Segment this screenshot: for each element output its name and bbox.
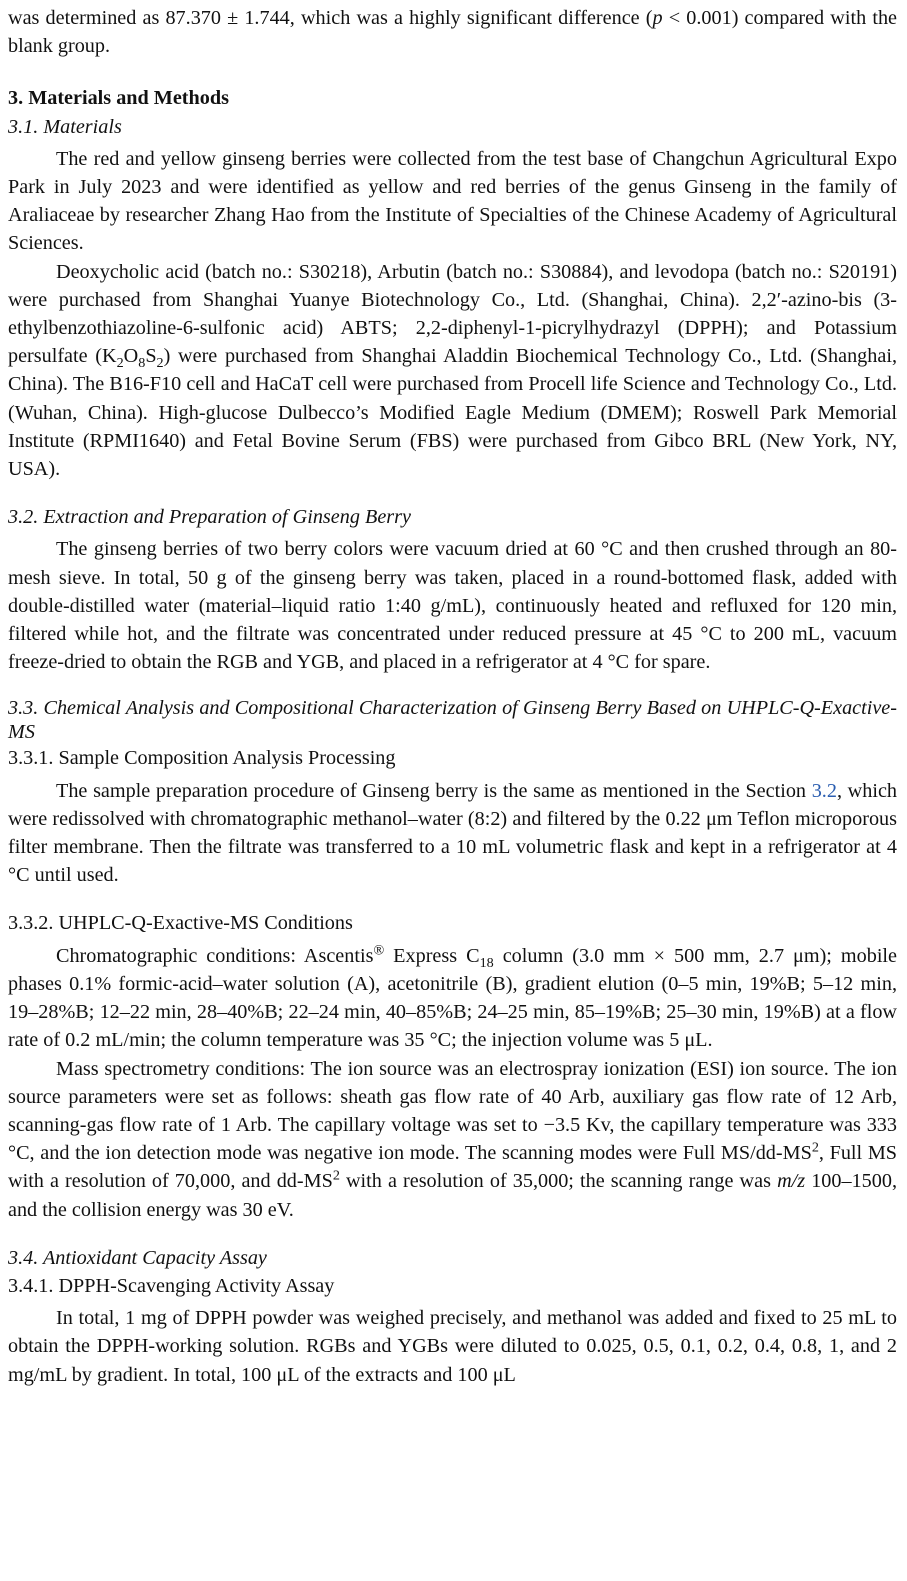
section-title-materials-methods: 3. Materials and Methods xyxy=(8,87,229,110)
subsection-title-extraction: 3.2. Extraction and Preparation of Ginseng Berry xyxy=(8,506,411,529)
subsection-title-chemical-analysis: 3.3. Chemical Analysis and Compositional Characterization of Ginseng Berry Based on UHPLC-Q-Exactive-MS xyxy=(8,697,897,744)
sample-composition-paragraph: The sample preparation procedure of Ginseng berry is the same as mentioned in the Section 3.2, which were redissolved with chromatographic methanol–water (8:2) and filtered by the 0.22 μm Teflon microporous filter membrane. Then the filtrate was transferred to a 10 mL volumetric flask and kept in a refrigerator at 4 °C until used. xyxy=(8,779,898,887)
materials-paragraph-1: The red and yellow ginseng berries were collected from the test base of Changchun Agricultural Expo Park in July 2023 and were identified as yellow and red berries of the genus Ginseng in the family of Araliaceae by researcher Zhang Hao from the Institute of Specialties of the Chinese Academy of Agricultural Sciences. xyxy=(8,147,897,255)
chromatographic-conditions-paragraph: Chromatographic conditions: Ascentis® Express $C_{18}$ column (3.0 mm × 500 mm, 2.7 μm); mobile phases 0.1% formic-acid–water solution (A), acetonitrile (B), gradient elution (0–5 min, 19%B; 5–12 min, 19–28%B; 12–22 min, 28–40%B; 22–24 min, 40–85%B; 24–25 min, 85–19%B; 25–30 min, 19%B) at a flow rate of 0.2 mL/min; the column temperature was 35 °C; the injection volume was 5 μL. xyxy=(8,941,897,1052)
subsection-title-antioxidant: 3.4. Antioxidant Capacity Assay xyxy=(8,1246,267,1269)
dpph-paragraph: In total, 1 mg of DPPH powder was weighed precisely, and methanol was added and fixed to 25 mL to obtain the DPPH-working solution. RGBs and YGBs were diluted to 0.025, 0.5, 0.1, 0.2, 0.4, 0.8, 1, and 2 mg/mL by gradient. In total, 100 μL of the extracts and 100 μL xyxy=(8,1307,897,1386)
subsection-title-materials: 3.1. Materials xyxy=(8,115,122,138)
subsubsection-title-uhplc-conditions: 3.3.2. UHPLC-Q-Exactive-MS Conditions xyxy=(8,912,353,935)
materials-paragraph-2: Deoxycholic acid (batch no.: S30218), Arbutin (batch no.: S30884), and levodopa (batch no.: S20191) were purchased from Shanghai Yuanye Biotechnology Co., Ltd. (Shanghai, China). 2,2′-azino-bis (3-ethylbenzothiazoline-6-sulfonic acid) ABTS; 2,2-diphenyl-1-picrylhydrazyl (DPPH); and Potassium persulfate $(K_2O_8S_2)$ were purchased from Shanghai Aladdin Biochemical Technology Co., Ltd. (Shanghai, China). The B16-F10 cell and HaCaT cell were purchased from Procell life Science and Technology Co., Ltd. (Wuhan, China). High-glucose Dulbecco’s Modified Eagle Medium (DMEM); Roswell Park Memorial Institute (RPMI1640) and Fetal Bovine Serum (FBS) were purchased from Gibco BRL (New York, NY, USA). xyxy=(8,260,897,481)
intro-paragraph: was determined as 87.370 ± 1.744, which was a highly significant difference (p < 0.001) compared with the blank group. xyxy=(8,7,897,58)
subsubsection-title-dpph: 3.4.1. DPPH-Scavenging Activity Assay xyxy=(8,1274,335,1297)
mass-spectrometry-paragraph: Mass spectrometry conditions: The ion source was an electrospray ionization (ESI) ion source. The ion source parameters were set as follows: sheath gas flow rate of 40 Arb, auxiliary gas flow rate of 12 Arb, scanning-gas flow rate of 1 Arb. The capillary voltage was set to −3.5 Kv, the capillary temperature was 333 °C, and the ion detection mode was negative ion mode. The scanning modes were Full $MS/dd-MS^2$, Full MS with a resolution of 70,000, and $dd-MS^2$ with a resolution of 35,000; the scanning range was m/z 100–1500, and the collision energy was 30 eV. xyxy=(8,1057,898,1221)
extraction-paragraph: The ginseng berries of two berry colors were vacuum dried at 60 °C and then crushed through an 80-mesh sieve. In total, 50 g of the ginseng berry was taken, placed in a round-bottomed flask, added with double-distilled water (material–liquid ratio 1:40 g/mL), continuously heated and refluxed for 120 min, filtered while hot, and the filtrate was concentrated under reduced pressure at 45 °C to 200 mL, vacuum freeze-dried to obtain the RGB and YGB, and placed in a refrigerator at 4 °C for spare. xyxy=(8,538,897,674)
subsubsection-title-sample-composition: 3.3.1. Sample Composition Analysis Processing xyxy=(8,747,396,770)
section-reference-link[interactable]: 3.2 xyxy=(811,779,837,802)
